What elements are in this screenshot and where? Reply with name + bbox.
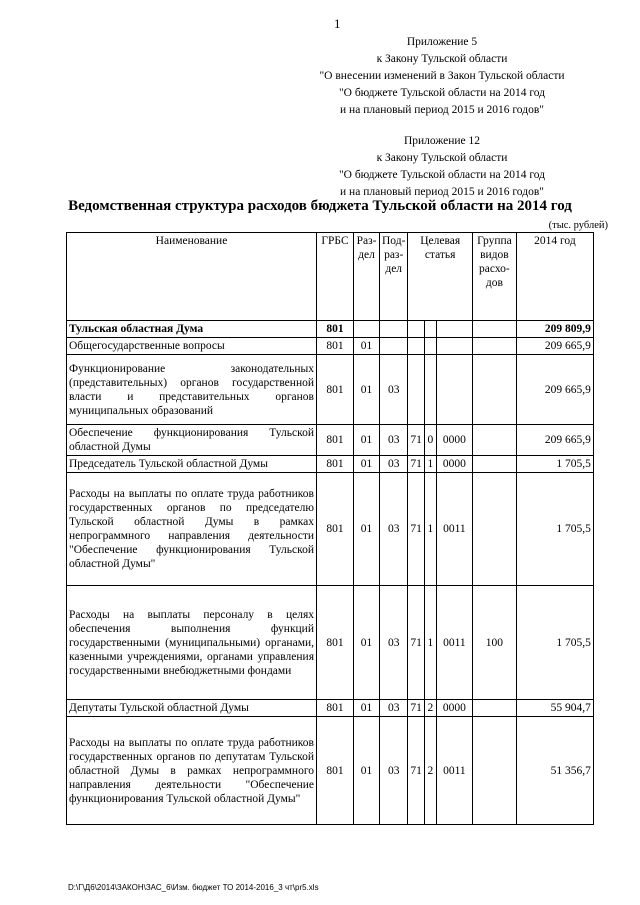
cell-name: Расходы на выплаты по оплате труда работников государственных органов по депутатам Тульской областной Думы в рамках непрограммного направления деятельности "Обеспечение функционирования Тульской областной Думы"	[67, 717, 317, 825]
cell-grbs: 801	[317, 717, 354, 825]
budget-table	[66, 232, 594, 825]
cell-razdel: 01	[354, 473, 380, 586]
cell-target-program: 71	[408, 586, 425, 700]
cell-target-program	[408, 338, 425, 355]
cell-target-code: 0011	[436, 473, 472, 586]
cell-target-subprogram: 1	[424, 473, 436, 586]
appendix-line: к Закону Тульской области	[376, 152, 508, 164]
header-grbs: ГРБС	[317, 233, 354, 321]
file-path-footer: D:\Г\Д6\2014\ЗАКОН\ЗАС_6\Изм. бюджет ТО 2014-2016_3 чт\pr5.xls	[68, 883, 319, 892]
cell-amount: 209 665,9	[516, 338, 593, 355]
header-year: 2014 год	[516, 233, 593, 321]
table-row	[67, 338, 594, 355]
cell-expense-group	[472, 355, 516, 425]
cell-grbs: 801	[317, 321, 354, 338]
cell-amount: 1 705,5	[516, 456, 593, 473]
cell-target-subprogram: 1	[424, 456, 436, 473]
cell-podrazdel: 03	[380, 355, 408, 425]
cell-grbs: 801	[317, 456, 354, 473]
cell-grbs: 801	[317, 355, 354, 425]
header-name: Наименование	[67, 233, 317, 321]
appendix-5-header	[292, 34, 592, 119]
cell-expense-group	[472, 473, 516, 586]
cell-razdel: 01	[354, 355, 380, 425]
appendix-line: и на плановый период 2015 и 2016 годов"	[340, 104, 544, 116]
cell-target-program: 71	[408, 456, 425, 473]
cell-expense-group	[472, 338, 516, 355]
appendix-line: и на плановый период 2015 и 2016 годов"	[340, 186, 544, 198]
cell-grbs: 801	[317, 586, 354, 700]
page-number: 1	[334, 16, 341, 31]
cell-expense-group	[472, 700, 516, 717]
cell-amount: 209 665,9	[516, 355, 593, 425]
cell-name: Общегосударственные вопросы	[67, 338, 317, 355]
cell-razdel: 01	[354, 425, 380, 456]
document-title: Ведомственная структура расходов бюджета Тульской области на 2014 год	[68, 198, 572, 214]
cell-target-code: 0000	[436, 456, 472, 473]
cell-name: Расходы на выплаты персоналу в целях обеспечения выполнения функций государственными (муниципальными) органами, казенными учреждениями, органами управления государственными внебюджетными фондами	[67, 586, 317, 700]
cell-grbs: 801	[317, 700, 354, 717]
cell-target-program	[408, 321, 425, 338]
cell-grbs: 801	[317, 338, 354, 355]
cell-target-subprogram	[424, 355, 436, 425]
cell-razdel: 01	[354, 338, 380, 355]
cell-name: Функционирование законодательных (представительных) органов государственной власти и представительных органов муниципальных образований	[67, 355, 317, 425]
appendix-line: Приложение 12	[403, 135, 481, 147]
appendix-line: "О внесении изменений в Закон Тульской области	[319, 70, 565, 82]
cell-razdel: 01	[354, 586, 380, 700]
cell-target-code	[436, 338, 472, 355]
table-row	[67, 717, 594, 825]
cell-target-code: 0000	[436, 425, 472, 456]
cell-target-program: 71	[408, 717, 425, 825]
header-expense-group: Группа видов расхо-дов	[472, 233, 516, 321]
table-row	[67, 321, 594, 338]
cell-podrazdel: 03	[380, 700, 408, 717]
header-target: Целевая статья	[408, 233, 473, 321]
table-row	[67, 473, 594, 586]
cell-target-subprogram	[424, 321, 436, 338]
cell-amount: 209 665,9	[516, 425, 593, 456]
table-header-row	[67, 233, 594, 321]
cell-razdel	[354, 321, 380, 338]
cell-podrazdel: 03	[380, 717, 408, 825]
cell-target-subprogram: 2	[424, 700, 436, 717]
cell-podrazdel: 03	[380, 473, 408, 586]
table-row	[67, 355, 594, 425]
cell-target-code: 0011	[436, 586, 472, 700]
cell-target-program	[408, 355, 425, 425]
cell-razdel: 01	[354, 700, 380, 717]
cell-expense-group	[472, 321, 516, 338]
cell-podrazdel: 03	[380, 586, 408, 700]
cell-amount: 1 705,5	[516, 473, 593, 586]
cell-target-subprogram: 0	[424, 425, 436, 456]
header-razdel: Раз-дел	[354, 233, 380, 321]
cell-expense-group: 100	[472, 586, 516, 700]
cell-expense-group	[472, 425, 516, 456]
cell-expense-group	[472, 456, 516, 473]
cell-name: Председатель Тульской областной Думы	[67, 456, 317, 473]
cell-amount: 209 809,9	[516, 321, 593, 338]
appendix-line: к Закону Тульской области	[376, 53, 508, 65]
appendix-12-header	[292, 133, 592, 201]
cell-name: Расходы на выплаты по оплате труда работников государственных органов по председателю Тульской областной Думы в рамках непрограммного направления деятельности "Обеспечение функционирования Тульской областной Думы"	[67, 473, 317, 586]
cell-grbs: 801	[317, 425, 354, 456]
appendix-line: "О бюджете Тульской области на 2014 год	[338, 169, 546, 181]
table-row	[67, 425, 594, 456]
table-row	[67, 586, 594, 700]
cell-razdel: 01	[354, 456, 380, 473]
cell-target-subprogram: 2	[424, 717, 436, 825]
cell-amount: 1 705,5	[516, 586, 593, 700]
cell-target-program: 71	[408, 473, 425, 586]
table-row	[67, 456, 594, 473]
cell-amount: 55 904,7	[516, 700, 593, 717]
cell-expense-group	[472, 717, 516, 825]
cell-target-code	[436, 321, 472, 338]
cell-grbs: 801	[317, 473, 354, 586]
appendix-line: Приложение 5	[406, 36, 478, 48]
cell-target-subprogram	[424, 338, 436, 355]
cell-name: Депутаты Тульской областной Думы	[67, 700, 317, 717]
cell-target-program: 71	[408, 700, 425, 717]
cell-razdel: 01	[354, 717, 380, 825]
cell-target-code: 0011	[436, 717, 472, 825]
cell-podrazdel: 03	[380, 456, 408, 473]
cell-amount: 51 356,7	[516, 717, 593, 825]
cell-podrazdel	[380, 338, 408, 355]
cell-target-code	[436, 355, 472, 425]
cell-name: Обеспечение функционирования Тульской областной Думы	[67, 425, 317, 456]
cell-name: Тульская областная Дума	[67, 321, 317, 338]
cell-podrazdel: 03	[380, 425, 408, 456]
cell-target-program: 71	[408, 425, 425, 456]
cell-target-subprogram: 1	[424, 586, 436, 700]
units-note: (тыс. рублей)	[548, 220, 608, 231]
table-row	[67, 700, 594, 717]
appendix-line: "О бюджете Тульской области на 2014 год	[338, 87, 546, 99]
cell-target-code: 0000	[436, 700, 472, 717]
header-podrazdel: Под-раз-дел	[380, 233, 408, 321]
cell-podrazdel	[380, 321, 408, 338]
